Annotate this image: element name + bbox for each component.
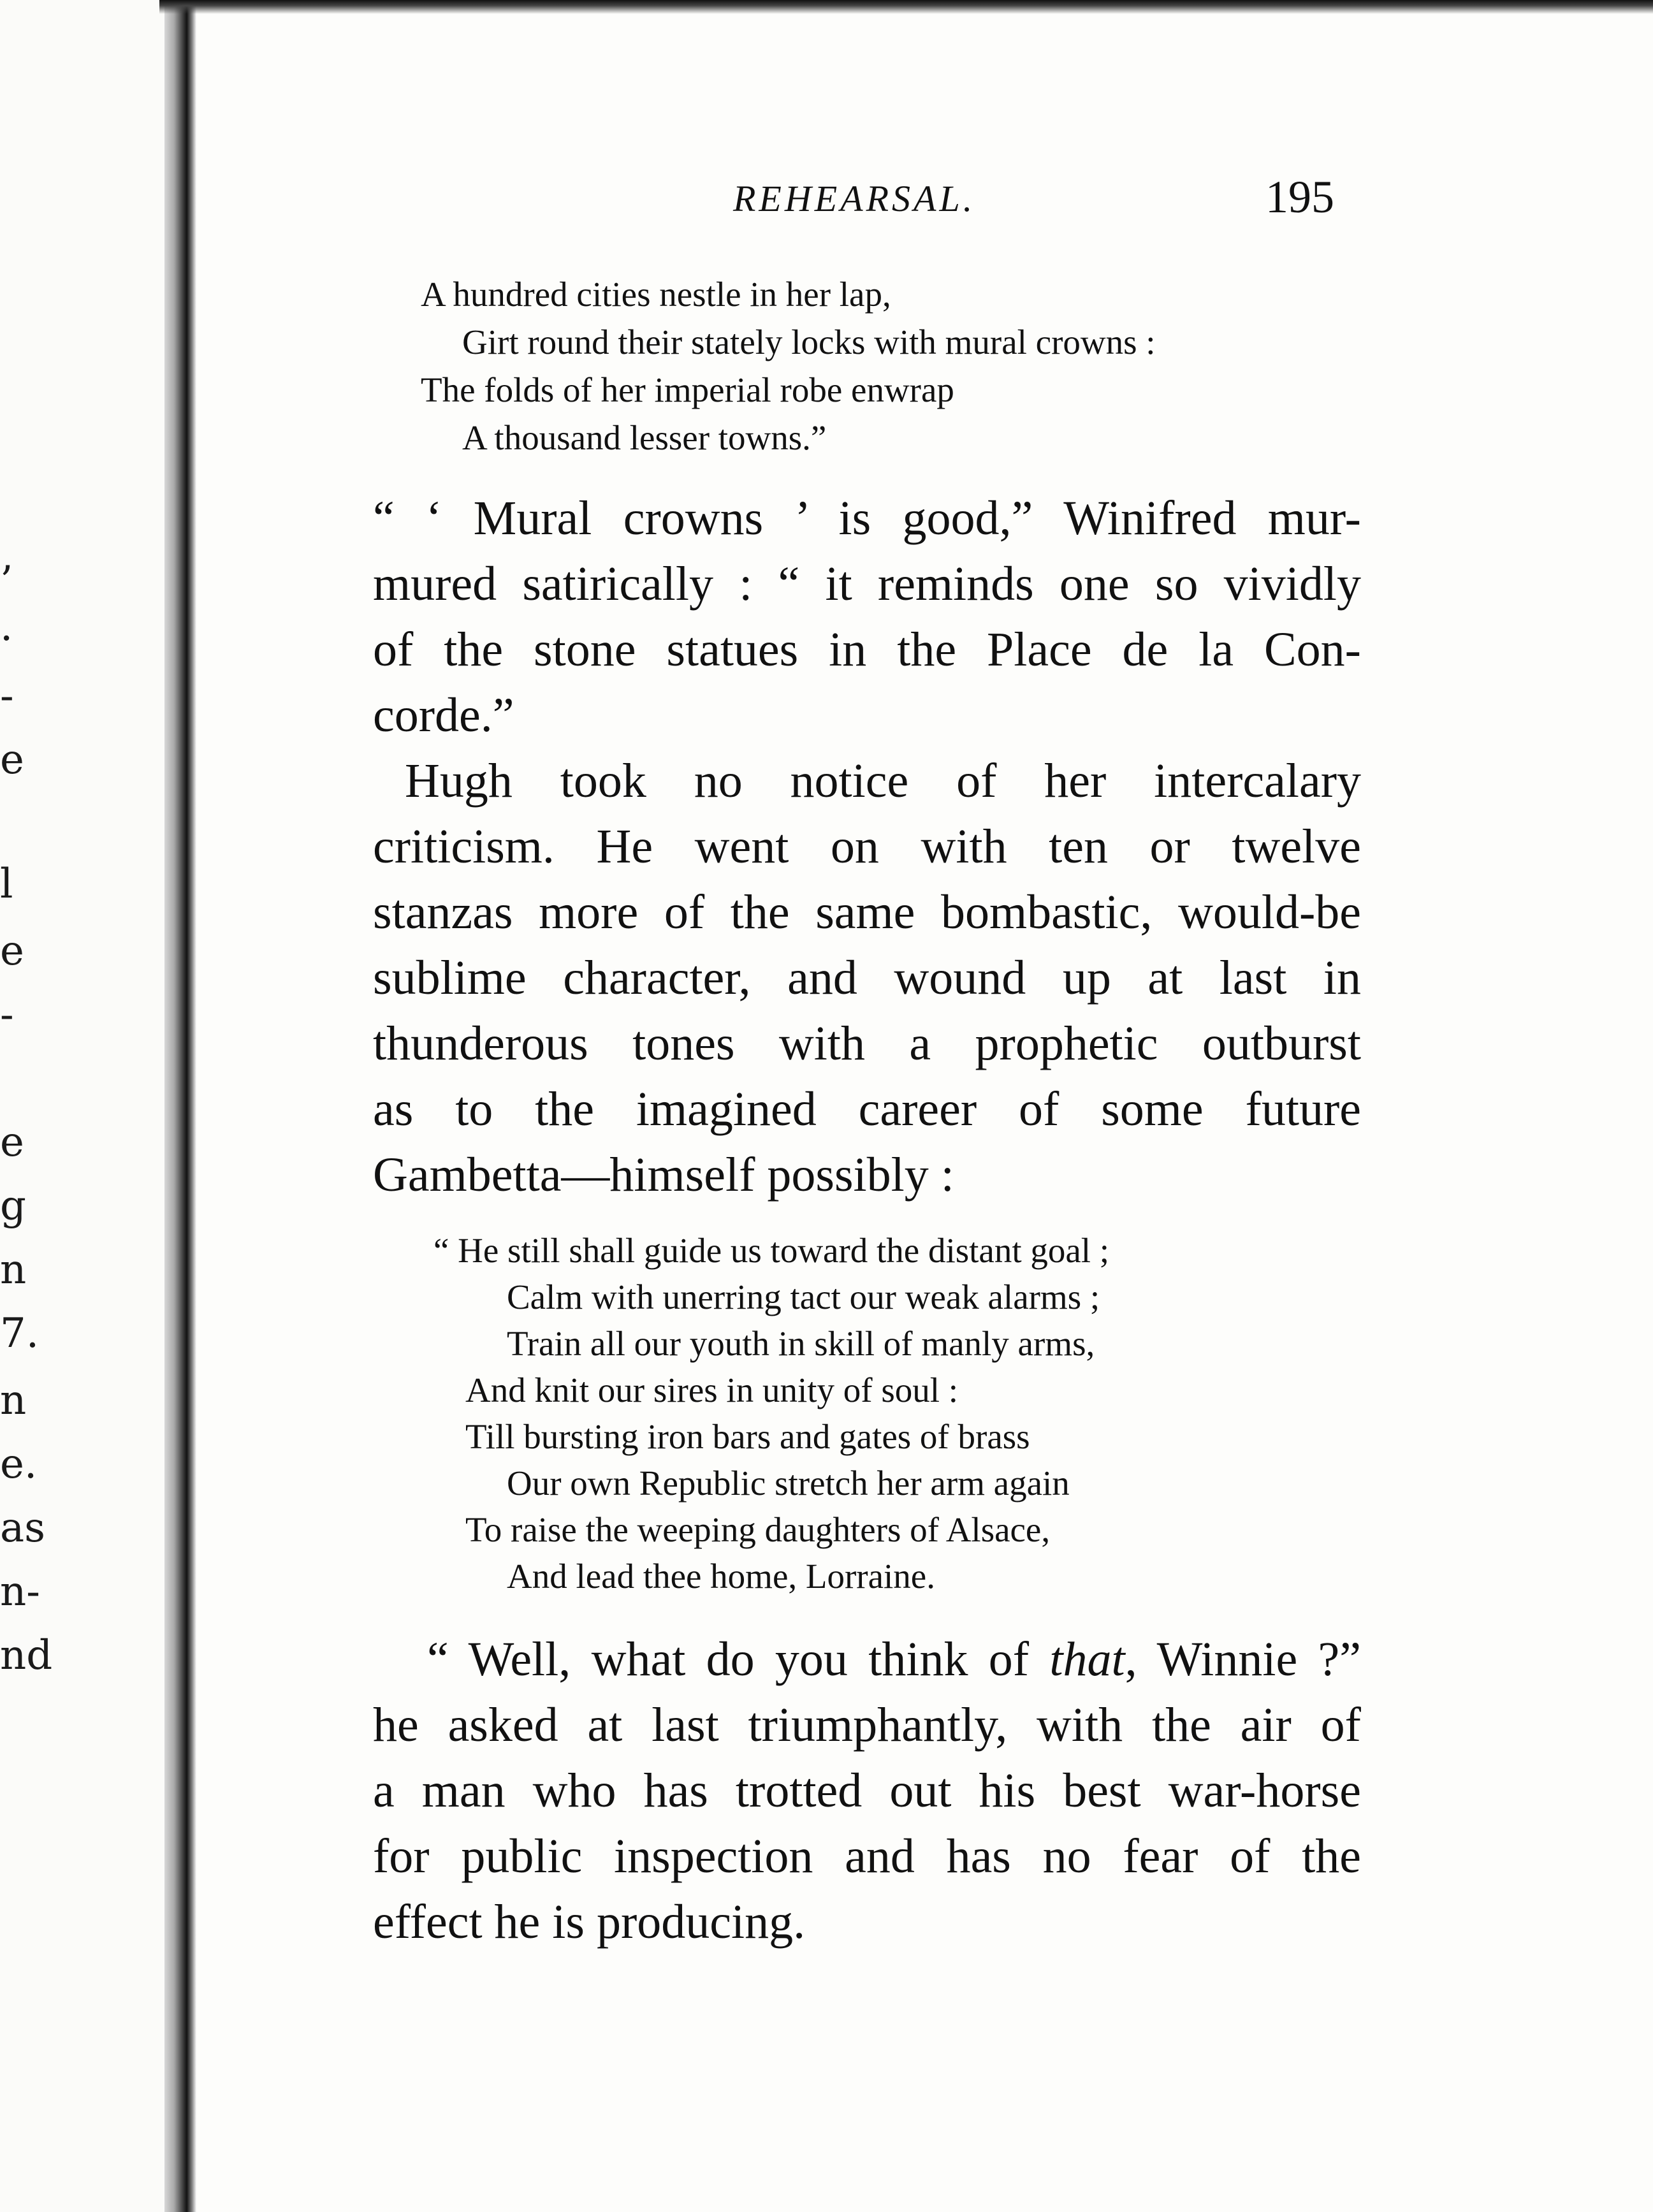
scan-top-shadow <box>159 0 1653 14</box>
paragraph-line: stanzas more of the same bombastic, would-be <box>373 885 1361 939</box>
paragraph-line: a man who has trotted out his best war-horse <box>373 1764 1361 1817</box>
running-title: REHEARSAL. <box>733 178 976 219</box>
dialogue-text: , Winnie ?” <box>1125 1633 1361 1686</box>
verse-line: “ He still shall guide us toward the distant goal ; <box>433 1231 1110 1270</box>
facing-page-fragment: n <box>0 1246 27 1293</box>
paragraph-line: effect he is producing. <box>373 1895 806 1949</box>
paragraph-line: Hugh took no notice of her intercalary <box>405 754 1361 808</box>
paragraph-line: of the stone statues in the Place de la Con- <box>373 623 1361 676</box>
paragraph-line: “ ‘ Mural crowns ’ is good,” Winifred mur- <box>373 491 1361 545</box>
facing-page-fragment: l <box>0 861 13 908</box>
dialogue-text: “ Well, what do you think of <box>427 1633 1050 1686</box>
paragraph-line: Gambetta—himself possibly : <box>373 1148 954 1202</box>
verse-line: A thousand lesser towns.” <box>462 418 827 457</box>
facing-page-fragment: - <box>0 673 14 720</box>
facing-page-fragment: n <box>0 1377 27 1424</box>
paragraph-line: thunderous tones with a prophetic outburst <box>373 1017 1361 1070</box>
facing-page-fragment: n- <box>0 1568 40 1615</box>
paragraph-line: mured satirically : “ it reminds one so vividly <box>373 557 1361 611</box>
paragraph-line: as to the imagined career of some future <box>373 1082 1361 1136</box>
page-number: 195 <box>1265 171 1334 222</box>
facing-page-fragment: 7. <box>0 1310 40 1357</box>
verse-line: The folds of her imperial robe enwrap <box>421 370 954 409</box>
facing-page-fragment: ’ <box>0 558 13 605</box>
verse-line: And knit our sires in unity of soul : <box>465 1371 959 1409</box>
facing-page-fragment: g <box>0 1182 26 1230</box>
facing-page-fragment: as <box>0 1504 45 1552</box>
verse-line: Till bursting iron bars and gates of brass <box>465 1417 1030 1456</box>
verse-line: To raise the weeping daughters of Alsace, <box>465 1510 1051 1549</box>
verse-line: Train all our youth in skill of manly arms, <box>507 1324 1095 1363</box>
emphasized-word: that <box>1049 1633 1125 1686</box>
facing-page-fragment: nd <box>0 1632 53 1679</box>
facing-page-fragment: e <box>0 736 24 783</box>
verse-line: A hundred cities nestle in her lap, <box>421 275 891 314</box>
paragraph-line: criticism. He went on with ten or twelve <box>373 820 1361 873</box>
facing-page-fragment: e. <box>0 1441 38 1488</box>
verse-line: Our own Republic stretch her arm again <box>507 1464 1070 1503</box>
verse-line: Girt round their stately locks with mural crowns : <box>462 323 1156 361</box>
facing-page-fragment: - <box>0 991 14 1038</box>
facing-page-fragment: · <box>0 615 13 662</box>
book-gutter <box>164 0 196 2212</box>
facing-page-edge <box>0 0 164 2212</box>
paragraph-line: for public inspection and has no fear of the <box>373 1830 1361 1883</box>
facing-page-fragment: e <box>0 1119 24 1166</box>
paragraph-line: sublime character, and wound up at last in <box>373 951 1361 1005</box>
verse-line: And lead thee home, Lorraine. <box>507 1557 935 1596</box>
verse-line: Calm with unerring tact our weak alarms ; <box>507 1277 1100 1316</box>
paragraph-line: he asked at last triumphantly, with the air of <box>373 1698 1361 1752</box>
paragraph-line: corde.” <box>373 688 514 742</box>
paragraph-line <box>427 1632 1361 1687</box>
facing-page-fragment: e <box>0 928 24 975</box>
